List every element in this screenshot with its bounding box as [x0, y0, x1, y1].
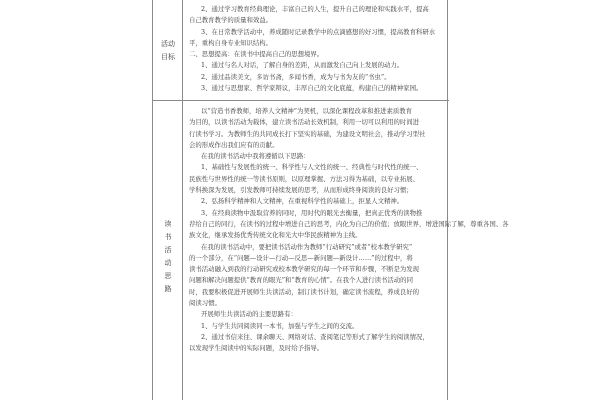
goals-line: 平，重构自身专业知识结构。	[189, 38, 273, 47]
section-label-goals-char1: 活动	[161, 40, 175, 48]
ideas-line: 阅读习惯。	[189, 299, 221, 308]
ideas-line: 以“营造书香教师，培养人文精神”为契机，以深化课程改革和推进素质教育	[201, 107, 413, 115]
ideas-line: 以发现学生阅读中的实际问题，及时给予指导。	[189, 344, 324, 353]
section-label-ideas-char2: 书	[164, 233, 172, 241]
ideas-line: 开展师生共读活动的主要思路有：	[201, 310, 297, 319]
section-label-ideas-char5: 思	[164, 272, 172, 280]
ideas-line: 行读书学习。为教师生的共同成长打下坚实的基础，为建设文明社会，推动学习型社	[189, 129, 426, 138]
ideas-line: 在我的读书活动中，要把读书活动作为教师“行动研究”或者“校本教学研究”	[201, 242, 413, 251]
ideas-line: 1、基础性与发展性的统一、科学性与人文性的统一、经典性与时代性的统一、	[201, 163, 423, 172]
goals-line: 3、在日常教学活动中，养成随时记录教学中的点滴感想的好习惯，提高教育科研水	[201, 27, 436, 36]
goals-line: 二、思想提高：在读书中提高自己的思想境界。	[189, 50, 324, 59]
goals-content	[189, 4, 445, 94]
ideas-line: 问题和解决问题提供“教育的眼光”和“教育的心情”。在我个人进行读书活动的同	[189, 276, 413, 285]
section-label-ideas-char6: 路	[164, 285, 172, 293]
ideas-line: 3、在经典读物中汲取营养的同时，用时代的眼光去衡量，把真正优秀的读物推	[201, 208, 423, 217]
ideas-line: 读书活动融入到我的行动研究或校本教学研究的每一个环节和步骤，不断是为发现	[189, 265, 420, 274]
goals-line: 自己教育教学的质量和效益。	[189, 16, 273, 25]
ideas-line: 族文化，继承发扬优秀传统文化和光大中华民族精神为主线。	[189, 231, 362, 240]
ideas-line: 在我的读书活动中我将遵循以下思路：	[201, 152, 310, 161]
ideas-line: 会的形成作出我们应有的贡献。	[189, 140, 279, 149]
section-label-ideas-char4: 动	[164, 259, 172, 267]
goals-line: 3、通过与思想家、哲学家辩议，丰厚自己的文化底蕴，构建自己的精神家园。	[201, 84, 423, 93]
ideas-line: 的一个部分，在“问题—设计—行动—反思—新问题—新设计……”的过程中，将	[189, 253, 413, 262]
goals-line: 1、通过与名人对话，了解自身的差距，从而激发自己向上发展的动力。	[201, 61, 404, 70]
ideas-line: 1、与学生共同阅读同一本书，加强与学生之间的交流。	[201, 321, 359, 330]
ideas-line: 2、通过书信来往、课余聊天、网络对话、查阅笔记等形式了解学生的阅读情况，	[201, 332, 429, 341]
ideas-line: 2、弘扬科学精神和人文精神，在重视科学性的基础上，拒显人文精神。	[201, 197, 404, 206]
goals-line: 2、通过学习教育经典理论，丰富自己的人生，提升自己的理论和实践水平，提高	[201, 5, 429, 13]
document-table	[152, 0, 509, 400]
ideas-line: 荐给自己的同行，在读书的过程中增进自己的思考，内化为自己的价值；放眼世界，增进国际了解，尊重各国、各	[189, 219, 509, 228]
ideas-line: 为目的，以读书活动为载体，建立读书活动长效机制，利用一切可以利用的时间进	[189, 118, 420, 127]
row-divider	[153, 100, 449, 101]
ideas-line: 学科换深为发展，引发教师可持续发展的思考，从而形成终身阅读的良好习惯；	[189, 186, 413, 195]
ideas-line: 时，我要积极促进开展师生共读活动，制订读书计划，确定读书流程，养成良好的	[189, 287, 420, 296]
ideas-content	[189, 106, 509, 355]
ideas-line: 民族性与世界性的统一等读书原则，以原理掌握、方法习得为基础，以专业拓展、	[189, 174, 420, 183]
section-label-goals-char2: 目标	[161, 53, 175, 61]
section-label-ideas-char3: 活	[164, 246, 172, 254]
section-label-ideas-char1: 读	[164, 220, 172, 228]
goals-line: 2、通过品读美文，多访书斋，多闻书香，成为与书为友的“书虫”。	[201, 72, 391, 81]
